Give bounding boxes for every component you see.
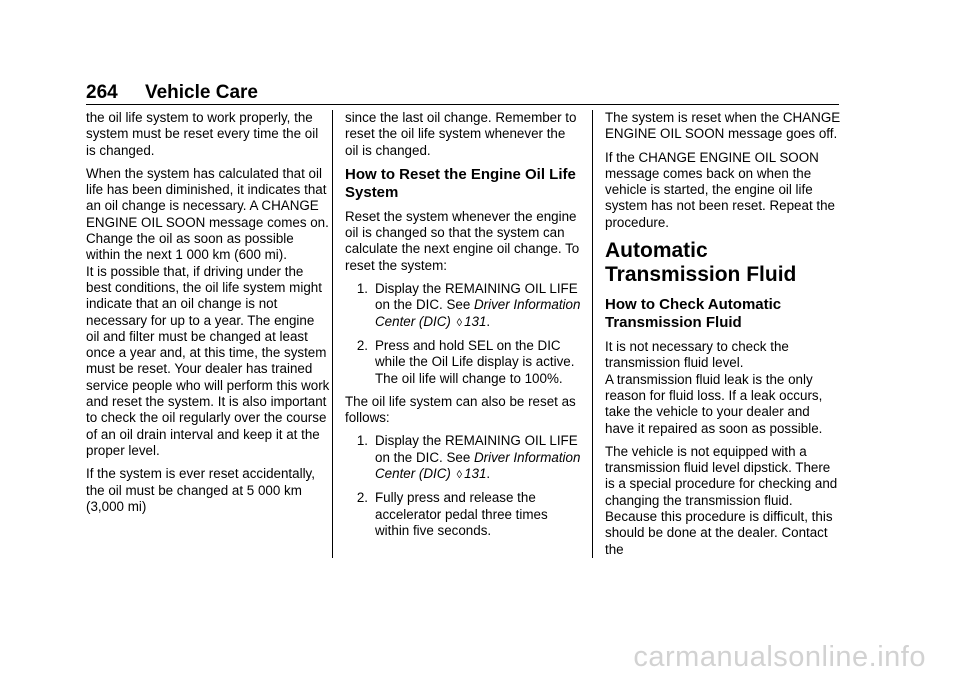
paragraph: If the CHANGE ENGINE OIL SOON message comes back on when the vehicle is started, the engine oil life system has not been reset. Repeat the procedure. xyxy=(605,149,836,230)
paragraph: The vehicle is not equipped with a transmission fluid level dipstick. There is a special procedure for checking and changing the transmission fluid. Because this procedure is difficult, this should be done at the dealer. Contact the xyxy=(605,443,838,557)
paragraph: since the last oil change. Remember to reset the oil life system whenever the oil is changed. xyxy=(345,110,577,158)
cross-reference-link[interactable]: Driver Information Center (DIC) xyxy=(375,449,581,482)
chapter-heading: Automatic Transmission Fluid xyxy=(605,239,797,287)
header-divider xyxy=(86,104,839,105)
section-heading: How to Reset the Engine Oil Life System xyxy=(345,165,576,201)
reference-page[interactable]: 131 xyxy=(464,313,487,329)
paragraph: A transmission fluid leak is the only reason for fluid loss. If a leak occurs, take the vehicle to your dealer and have it repaired as soon as possible. xyxy=(605,371,823,436)
step-number: 2. xyxy=(356,337,368,353)
paragraph: It is possible that, if driving under the best conditions, the oil life system might indicate that an oil change is not necessary for up to a year. The engine oil and filter must be changed at least once a year and, at this time, the system must be reset. Your dealer has trained service people who will perform this work and reset the system. It is also important to check the oil regularly over the course of an oil drain interval and keep it at the proper level. xyxy=(86,263,330,458)
step-text: Display the REMAINING OIL LIFE on the DIC. See Driver Information Center (DIC) ◊ 131. xyxy=(375,281,581,329)
paragraph: the oil life system to work properly, the system must be reset every time the oil is changed. xyxy=(86,110,319,158)
page-header xyxy=(86,82,258,104)
paragraph: The system is reset when the CHANGE ENGINE OIL SOON message goes off. xyxy=(605,110,841,142)
paragraph: When the system has calculated that oil life has been diminished, it indicates that an oil change is necessary. A CHANGE ENGINE OIL SOON message comes on. Change the oil as soon as possible within the next 1 000 km (600 mi). xyxy=(86,165,329,263)
cross-reference-link[interactable]: Driver Information Center (DIC) xyxy=(375,297,581,329)
list-item xyxy=(345,490,581,539)
section-title: Vehicle Care xyxy=(144,82,259,103)
column-2 xyxy=(345,110,581,546)
step-text: Display the REMAINING OIL LIFE on the DIC. See Driver Information Center (DIC) ◊ 131. xyxy=(375,433,581,482)
step-text: Fully press and release the accelerator pedal three times within five seconds. xyxy=(375,490,548,538)
paragraph: The oil life system can also be reset as follows: xyxy=(345,393,576,426)
column-divider-1 xyxy=(332,110,333,558)
step-number: 1. xyxy=(356,281,368,297)
list-item xyxy=(345,281,581,331)
list-item xyxy=(345,338,581,387)
reference-diamond-icon: ◊ xyxy=(456,316,463,329)
step-text: Press and hold SEL on the DIC while the Oil Life display is active. The oil life will change to 100%. xyxy=(375,337,575,386)
list-item xyxy=(345,433,581,483)
watermark: carmanualsonline.info xyxy=(633,641,926,673)
paragraph: It is not necessary to check the transmission fluid level. xyxy=(605,339,789,371)
page-number: 264 xyxy=(86,82,118,103)
paragraph: If the system is ever reset accidentally, the oil must be changed at 5 000 km (3,000 mi) xyxy=(86,466,315,514)
reference-diamond-icon: ◊ xyxy=(456,469,463,482)
column-1 xyxy=(86,110,330,522)
step-number: 2. xyxy=(356,490,368,506)
column-divider-2 xyxy=(592,110,593,558)
paragraph: Reset the system whenever the engine oil is changed so that the system can calculate the next engine oil change. To reset the system: xyxy=(345,208,580,273)
column-3 xyxy=(605,110,841,565)
section-heading: How to Check Automatic Transmission Fluid xyxy=(605,296,782,332)
reference-page[interactable]: 131 xyxy=(464,466,487,482)
step-number: 1. xyxy=(356,433,368,449)
